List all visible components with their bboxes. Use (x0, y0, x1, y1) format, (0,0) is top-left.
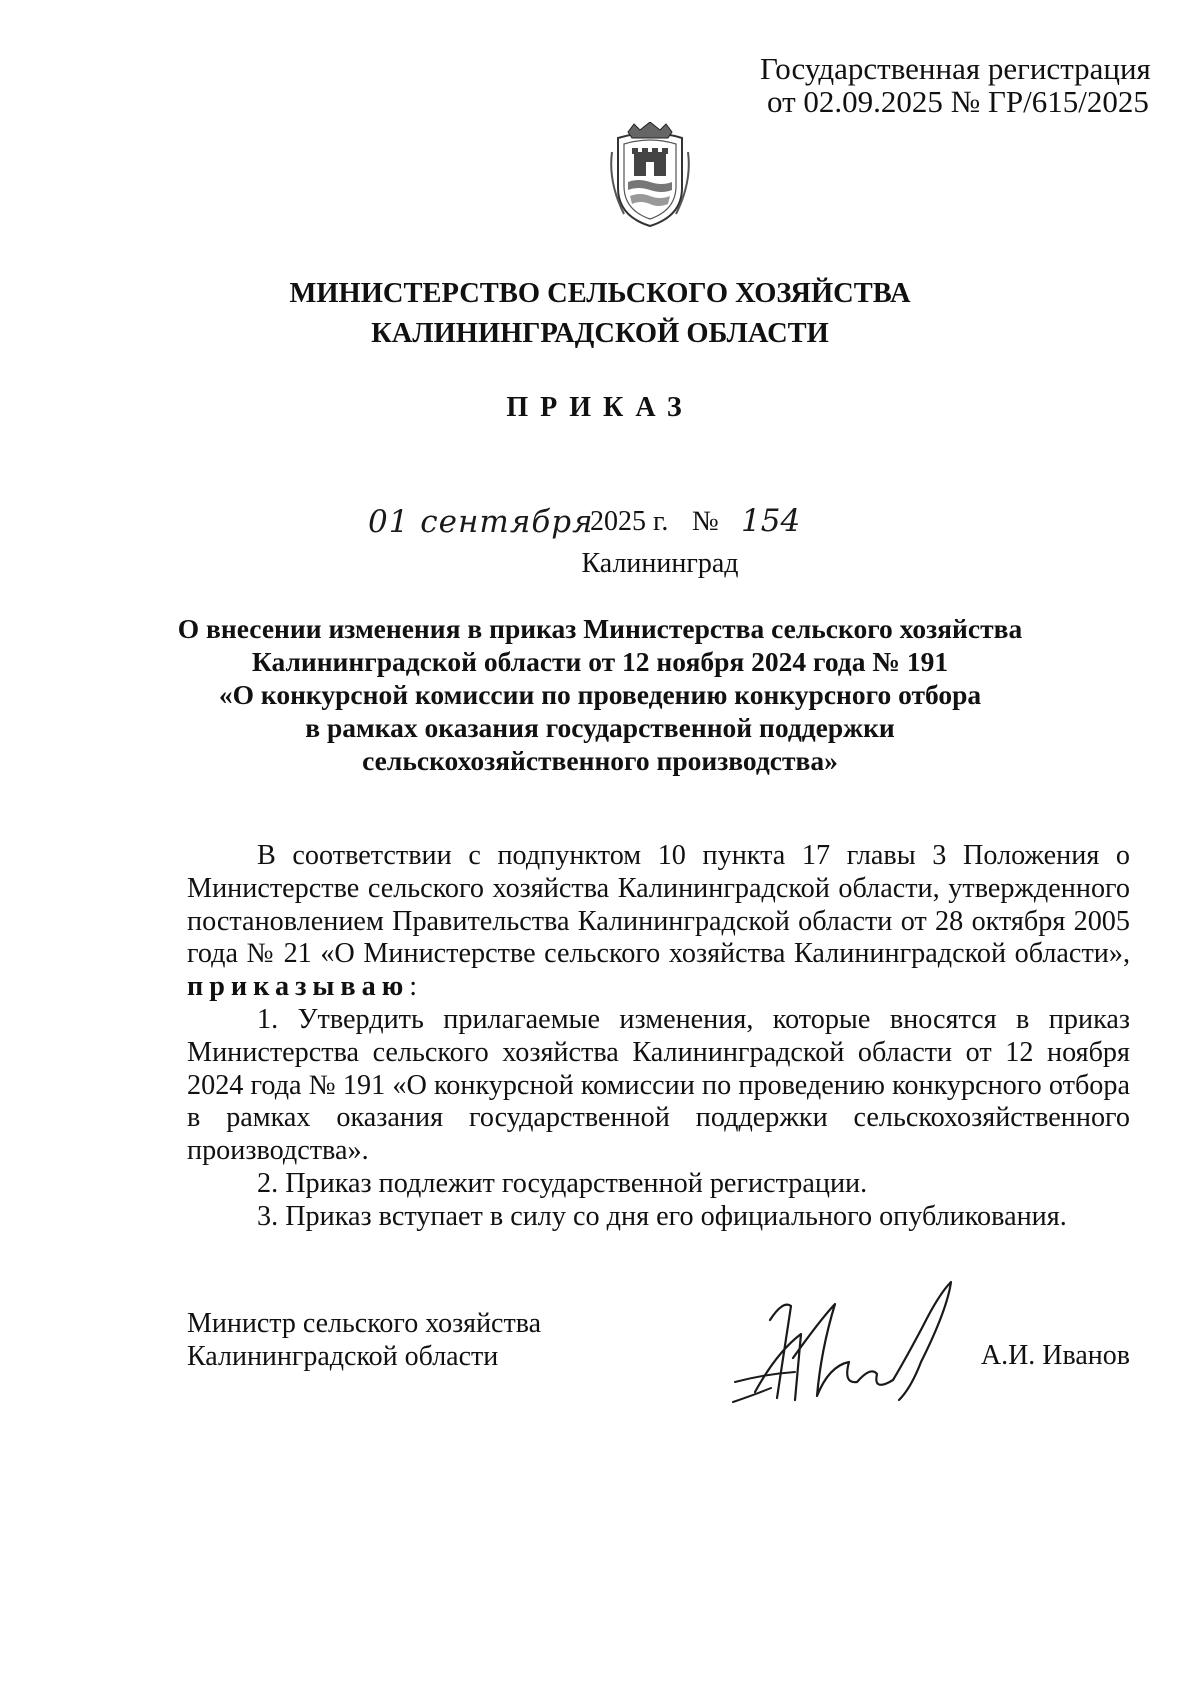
order-title: ПРИКАЗ (506, 392, 694, 423)
registration-stamp (760, 52, 1151, 118)
preamble-paragraph (187, 840, 1130, 1004)
signer-position-line-1: Министр сельского хозяйства (187, 1308, 541, 1339)
order-number-label: № (692, 506, 719, 537)
city: Калининград (581, 548, 739, 579)
handwritten-date: 01 сентября (368, 504, 594, 540)
ministry-name (0, 274, 1200, 354)
preamble-text: В соответствии с подпунктом 10 пункта 17 главы 3 Положения о Министерстве сельского хозяйства Калининградской области, утвержденного постановлением Правительства Калининградской области от 28 октября 2005 года № 21 «О Министерстве сельского хозяйства Калининградской области», (187, 840, 1130, 970)
subject-line-3: «О конкурсной комиссии по проведению конкурсного отбора (218, 679, 982, 710)
order-body (187, 840, 1130, 1234)
signer-position (187, 1307, 541, 1373)
signer-position-line-2: Калининградской области (187, 1341, 499, 1372)
signer-name: А.И. Иванов (980, 1340, 1130, 1371)
order-item-3: 3. Приказ вступает в силу со дня его официального опубликования. (257, 1200, 1067, 1232)
order-item-2: 2. Приказ подлежит государственной регистрации. (257, 1167, 868, 1199)
subject-line-5: сельскохозяйственного производства» (362, 745, 838, 776)
subject-line-4: в рамках оказания государственной поддержки (305, 712, 895, 743)
handwritten-order-number: 154 (741, 503, 801, 539)
order-year: 2025 г. (590, 506, 669, 537)
order-item-1: 1. Утвердить прилагаемые изменения, которые вносятся в приказ Министерства сельского хозяйства Калининградской области от 12 ноября 2024 года № 191 «О конкурсной комиссии по проведению конкурсного отбора в рамках оказания государственной поддержки сельскохозяйственного производства». (187, 1003, 1130, 1167)
order-date-line (368, 500, 888, 550)
order-word: приказываю (187, 971, 410, 1003)
registration-line-2: от 02.09.2025 № ГР/615/2025 (767, 84, 1149, 119)
coat-of-arms-icon (608, 122, 692, 230)
signature-icon (725, 1270, 975, 1430)
subject-line-2: Калининградской области от 12 ноября 2024 года № 191 (251, 646, 949, 677)
ministry-line-1: МИНИСТЕРСТВО СЕЛЬСКОГО ХОЗЯЙСТВА (289, 278, 911, 309)
order-colon: : (409, 971, 418, 1003)
order-subject (0, 612, 1200, 777)
ministry-line-2: КАЛИНИНГРАДСКОЙ ОБЛАСТИ (371, 318, 829, 349)
registration-line-1: Государственная регистрация (760, 51, 1151, 86)
subject-line-1: О внесении изменения в приказ Министерства сельского хозяйства (177, 613, 1023, 644)
